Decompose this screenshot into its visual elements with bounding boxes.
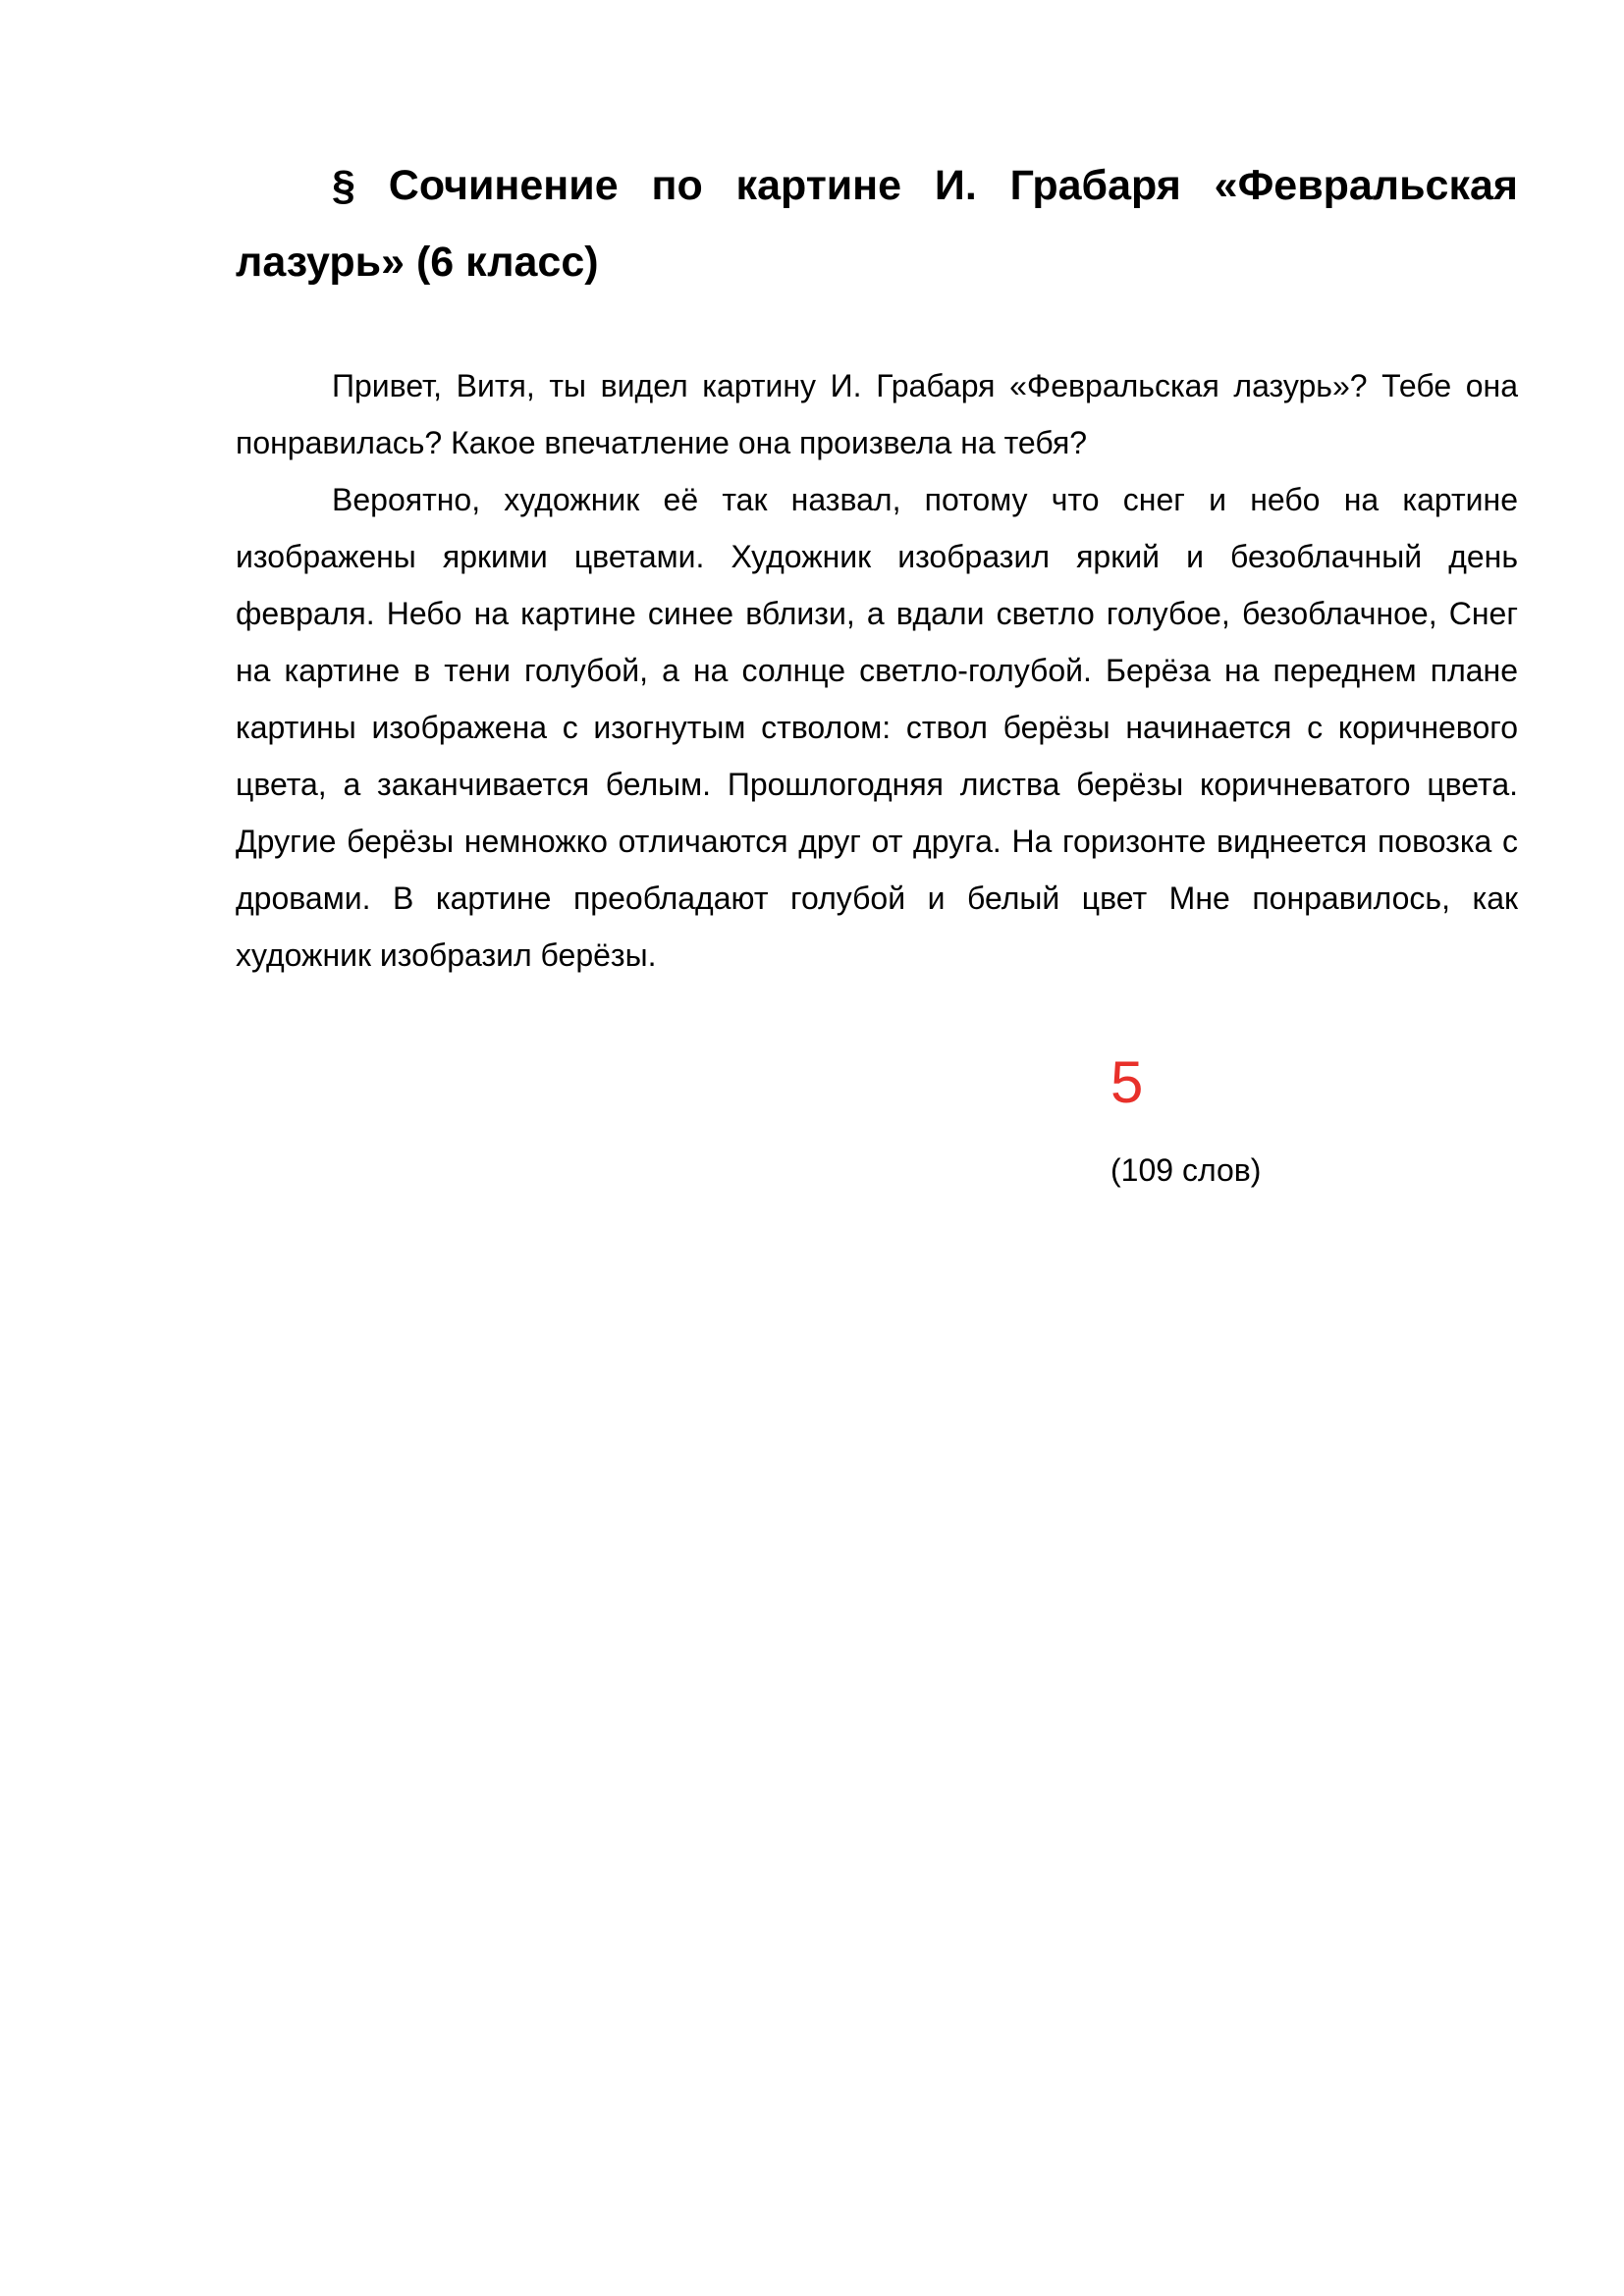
document-content	[236, 147, 1518, 984]
grade-mark: 5	[1110, 1049, 1144, 1115]
word-count: (109 слов)	[1110, 1152, 1262, 1188]
paragraph-description: Вероятно, художник её так назвал, потому что снег и небо на картине изображены яркими цветами. Художник изобразил яркий и безоблачный день февраля. Небо на картине синее вблизи, а вдали светло голубое, безоблачное, Снег на картине в тени голубой, а на солнце светло-голубой. Берёза на переднем плане картины изображена с изогнутым стволом: ствол берёзы начинается с коричневого цвета, а заканчивается белым. Прошлогодняя листва берёзы коричневатого цвета. Другие берёзы немножко отличаются друг от друга. На горизонте виднеется повозка с дровами. В картине преобладают голубой и белый цвет Мне понравилось, как художник изобразил берёзы.	[236, 482, 1518, 973]
document-title: § Сочинение по картине И. Грабаря «Февральская лазурь» (6 класс)	[236, 162, 1518, 286]
paragraph-greeting: Привет, Витя, ты видел картину И. Грабаря «Февральская лазурь»? Тебе она понравилась? Какое впечатление она произвела на тебя?	[236, 368, 1518, 460]
document-body	[236, 357, 1518, 984]
